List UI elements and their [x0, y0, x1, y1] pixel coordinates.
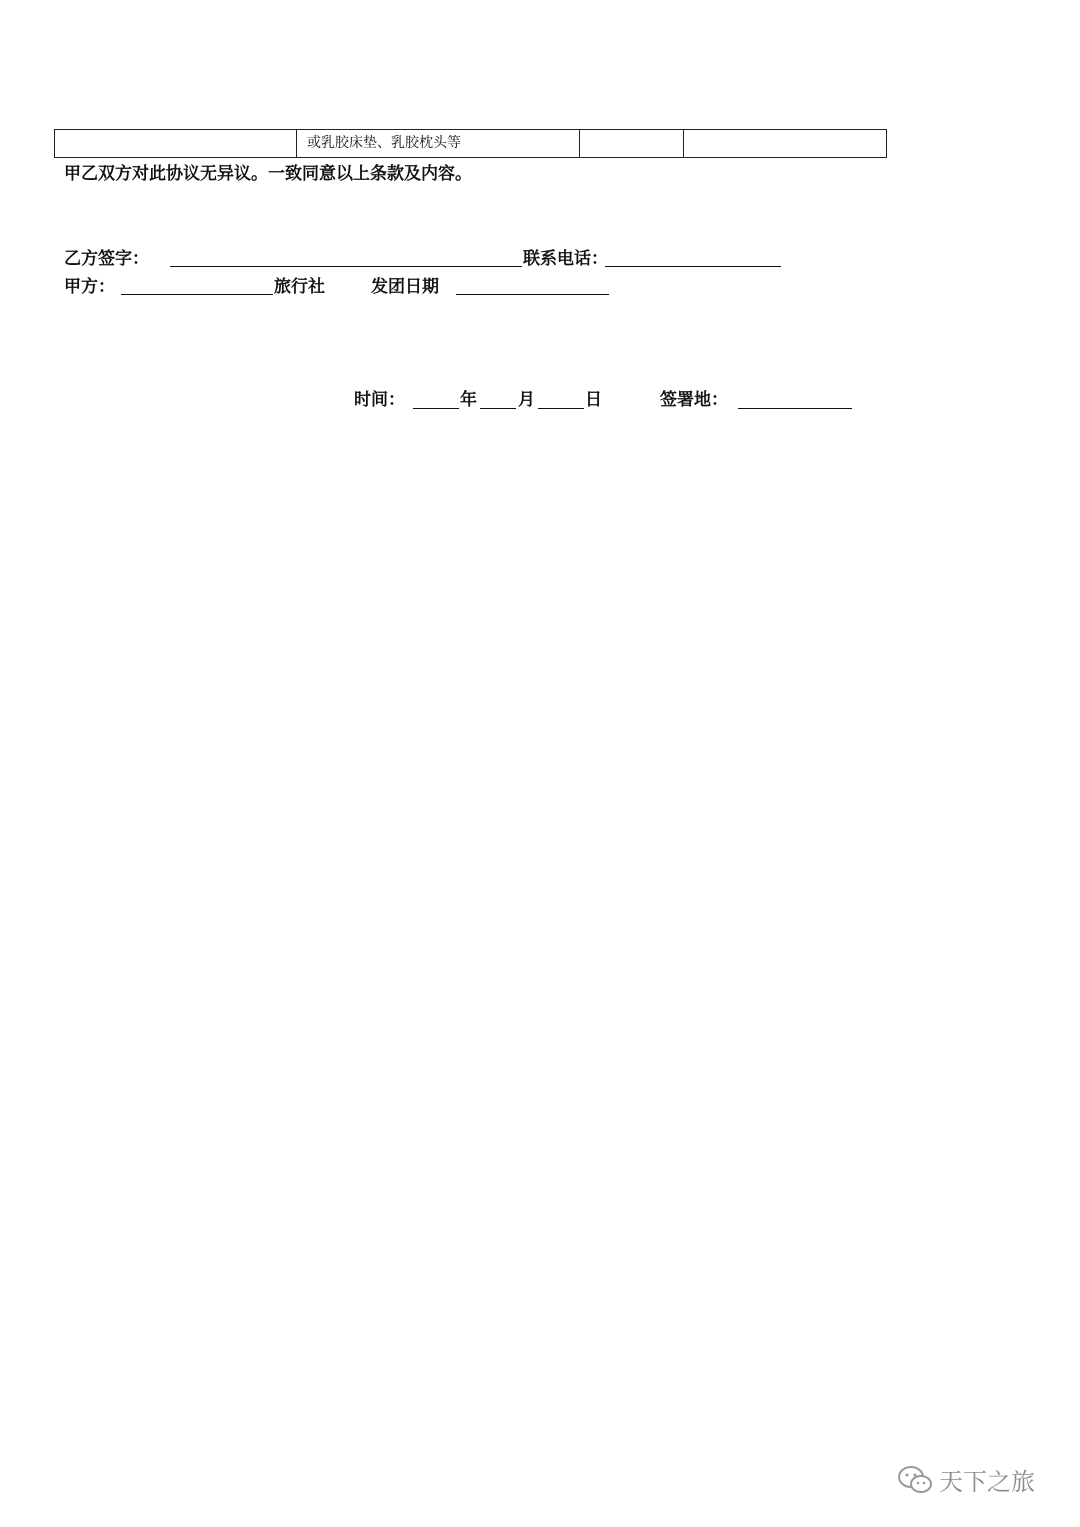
party-b-signature-blank[interactable]	[170, 266, 522, 267]
year-label: 年	[460, 390, 477, 410]
day-blank[interactable]	[538, 408, 584, 409]
phone-label: 联系电话：	[523, 249, 608, 269]
signing-place-blank[interactable]	[738, 408, 852, 409]
signing-place-label: 签署地：	[660, 390, 728, 410]
table-cell: 或乳胶床垫、乳胶枕头等	[297, 130, 580, 157]
month-label: 月	[518, 390, 535, 410]
month-blank[interactable]	[480, 408, 516, 409]
year-blank[interactable]	[413, 408, 459, 409]
agreement-statement: 甲乙双方对此协议无异议。一致同意以上条款及内容。	[64, 164, 472, 184]
table-cell	[55, 130, 297, 157]
wechat-icon	[897, 1465, 933, 1495]
watermark-text: 天下之旅	[939, 1468, 1035, 1496]
agency-label: 旅行社	[274, 277, 325, 297]
departure-date-blank[interactable]	[456, 294, 609, 295]
party-b-signature-label: 乙方签字：	[64, 249, 149, 269]
phone-blank[interactable]	[605, 266, 781, 267]
party-a-blank[interactable]	[121, 294, 273, 295]
table-cell	[580, 130, 684, 157]
table-cell	[684, 130, 886, 157]
table-row	[54, 129, 887, 158]
watermark	[897, 1462, 1035, 1497]
time-label: 时间：	[354, 390, 405, 410]
party-a-label: 甲方：	[64, 277, 115, 297]
departure-date-label: 发团日期	[371, 277, 439, 297]
day-label: 日	[585, 390, 602, 410]
